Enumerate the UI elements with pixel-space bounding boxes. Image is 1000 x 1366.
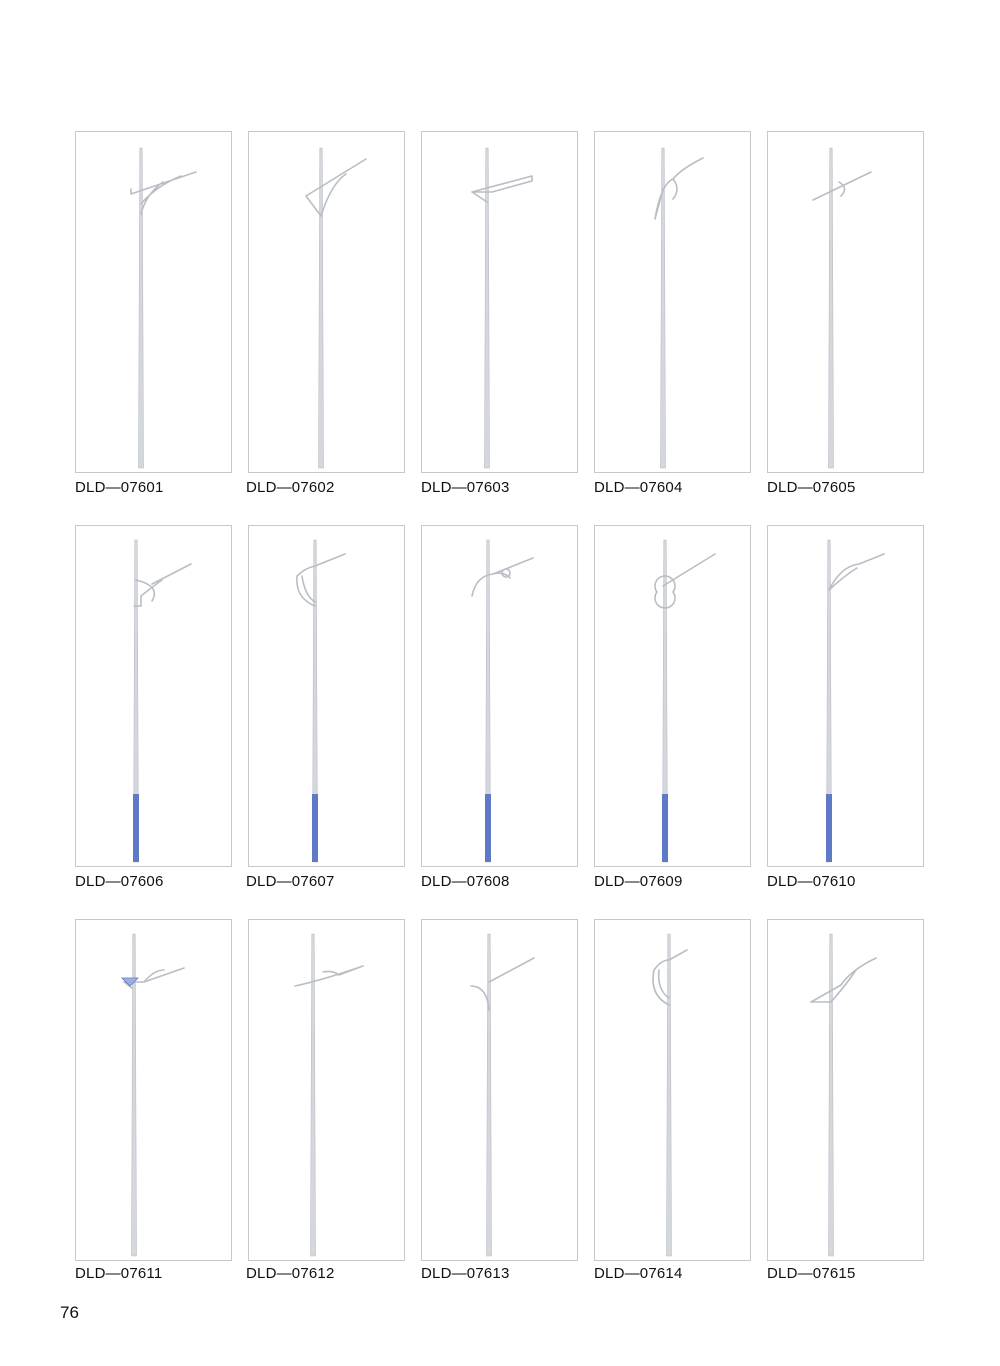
pole-drawing [768,526,925,868]
pole-shaft [319,148,324,468]
product-code: DLD—07608 [421,873,510,890]
pole-drawing [249,526,406,868]
pole-drawing [76,132,233,474]
lamp-arm [134,564,191,606]
pole-base-sleeve [662,794,668,862]
pole-drawing [422,920,579,1262]
pole-shaft [667,934,672,1256]
product-code: DLD—07610 [767,873,856,890]
product-card [248,919,405,1261]
lamp-arm [472,176,532,202]
lamp-arm [811,958,876,1002]
pole-base-sleeve [133,794,139,862]
product-card [594,525,751,867]
pole-drawing [422,132,579,474]
lamp-arm [471,958,534,1010]
pole-shaft [139,148,144,468]
lamp-arm [813,172,871,200]
product-card [248,525,405,867]
pole-drawing [595,526,752,868]
product-code: DLD—07604 [594,479,683,496]
lamp-arm [306,159,366,216]
pole-base-sleeve [485,794,491,862]
product-card [594,131,751,473]
pole-drawing [595,132,752,474]
product-card [594,919,751,1261]
pole-drawing [76,526,233,868]
product-card [767,131,924,473]
pole-shaft [829,148,834,468]
product-code: DLD—07614 [594,1265,683,1282]
product-code: DLD—07605 [767,479,856,496]
pole-drawing [768,132,925,474]
product-card [421,919,578,1261]
product-card [421,131,578,473]
product-code: DLD—07603 [421,479,510,496]
product-code: DLD—07609 [594,873,683,890]
pole-base-sleeve [826,794,832,862]
pole-drawing [768,920,925,1262]
product-code: DLD—07607 [246,873,335,890]
product-card [75,919,232,1261]
product-code: DLD—07611 [75,1265,163,1282]
product-code: DLD—07612 [246,1265,335,1282]
pole-shaft [829,934,834,1256]
pole-drawing [76,920,233,1262]
pole-drawing [249,920,406,1262]
product-card [767,525,924,867]
product-code: DLD—07613 [421,1265,510,1282]
pole-drawing [595,920,752,1262]
pole-shaft [485,148,490,468]
product-card [248,131,405,473]
product-code: DLD—07615 [767,1265,856,1282]
lamp-arm [297,554,345,606]
product-code: DLD—07601 [75,479,164,496]
pole-drawing [249,132,406,474]
product-card [75,525,232,867]
pole-base-sleeve [312,794,318,862]
lamp-arm [829,554,884,590]
lamp-arm [472,558,533,596]
product-card [767,919,924,1261]
product-code: DLD—07602 [246,479,335,496]
product-code: DLD—07606 [75,873,164,890]
product-card [75,131,232,473]
pole-drawing [422,526,579,868]
product-card [421,525,578,867]
page-number: 76 [60,1303,79,1322]
lamp-arm [295,966,363,986]
